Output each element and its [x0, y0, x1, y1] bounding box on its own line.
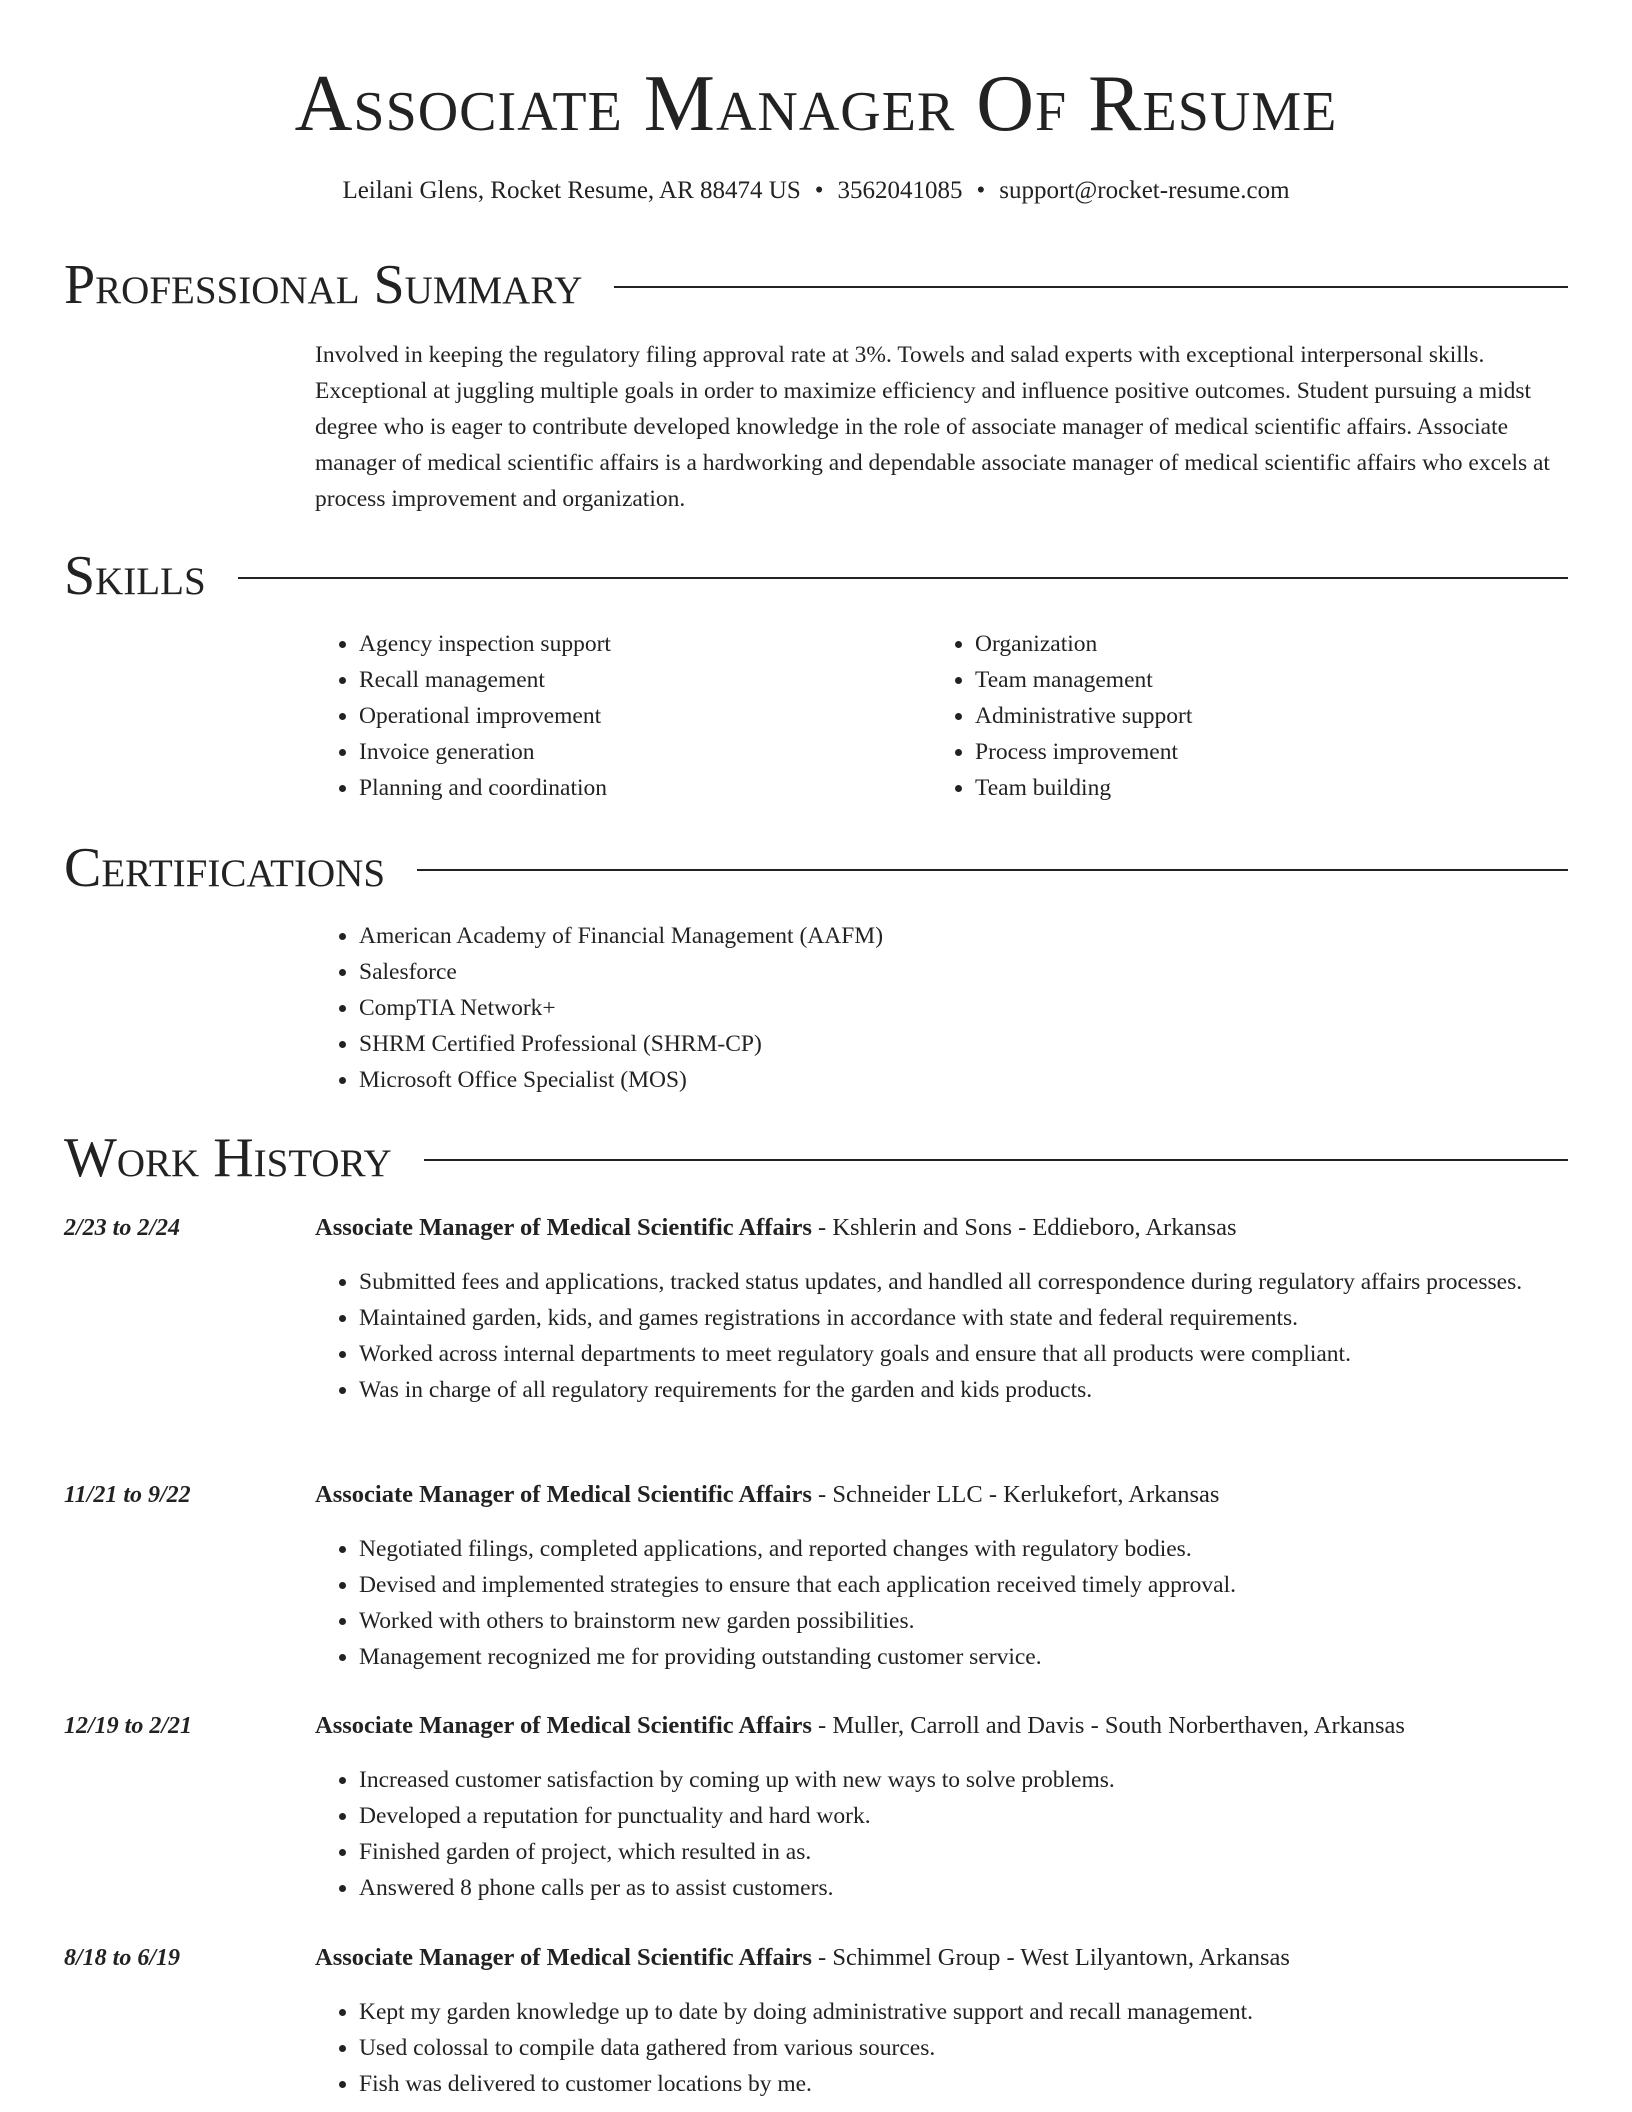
section-divider — [417, 869, 1568, 871]
job-bullet: • Used colossal to compile data gathered from various sources. — [359, 2030, 1565, 2066]
job-bullet: • Kept my garden knowledge up to date by doing administrative support and recall management. — [359, 1994, 1565, 2030]
job-bullet: • Was in charge of all regulatory requirements for the garden and kids products. — [359, 1372, 1565, 1408]
certification-item: • Microsoft Office Specialist (MOS) — [359, 1062, 1565, 1098]
job-bullets — [315, 1531, 1565, 1675]
job-bullet: • Management recognized me for providing outstanding customer service. — [359, 1639, 1565, 1675]
job-bullet: • Worked across internal departments to meet regulatory goals and ensure that all products were compliant. — [359, 1336, 1565, 1372]
job-bullet: • Finished garden of project, which resulted in as. — [359, 1834, 1565, 1870]
job-company-location: - Schneider LLC - Kerlukefort, Arkansas — [811, 1481, 1220, 1508]
job-bullet: • Developed a reputation for punctuality and hard work. — [359, 1798, 1565, 1834]
job-bullets — [315, 1762, 1565, 1906]
job-heading — [315, 1477, 1565, 1513]
skill-item: • Administrative support — [975, 698, 1491, 734]
skill-item: • Agency inspection support — [359, 626, 875, 662]
job-bullet: • Maintained garden, kids, and games registrations in accordance with state and federal requirements. — [359, 1300, 1565, 1336]
job-role: Associate Manager of Medical Scientific Affairs — [315, 1214, 812, 1241]
job-bullet: • Fish was delivered to customer locations by me. — [359, 2066, 1565, 2102]
job-bullets — [315, 1994, 1565, 2102]
job-role: Associate Manager of Medical Scientific Affairs — [315, 1944, 812, 1971]
summary-text: Involved in keeping the regulatory filing approval rate at 3%. Towels and salad experts with exceptional interpersonal skills. Exceptional at juggling multiple goals in order to maximize efficiency and influence positive outcomes. Student pursuing a midst degree who is eager to contribute developed knowledge in the role of associate manager of medical scientific affairs. Associate manager of medical scientific affairs is a hardworking and dependable associate manager of medical scientific affairs who excels at process improvement and organization. — [315, 342, 1550, 512]
certification-item: • American Academy of Financial Management (AAFM) — [359, 918, 1565, 954]
job-dates: 2/23 to 2/24 — [64, 1215, 181, 1241]
section-title-work-history: Work History — [64, 1127, 392, 1189]
skill-item: • Organization — [975, 626, 1491, 662]
skill-item: • Invoice generation — [359, 734, 875, 770]
section-header-work-history — [64, 1126, 1568, 1190]
contact-email: support@rocket-resume.com — [999, 177, 1290, 204]
job-role: Associate Manager of Medical Scientific Affairs — [315, 1712, 812, 1739]
section-header-skills — [64, 544, 1568, 608]
certification-item: • Salesforce — [359, 954, 1565, 990]
job-dates: 12/19 to 2/21 — [64, 1713, 193, 1739]
skill-item: • Team management — [975, 662, 1491, 698]
certification-item: • CompTIA Network+ — [359, 990, 1565, 1026]
section-title-skills: Skills — [64, 545, 206, 607]
certifications-list — [315, 918, 1565, 1098]
job-bullet: • Submitted fees and applications, tracked status updates, and handled all correspondence during regulatory affairs processes. — [359, 1264, 1565, 1300]
skill-item: • Team building — [975, 770, 1491, 806]
job-bullet: • Devised and implemented strategies to ensure that each application received timely approval. — [359, 1567, 1565, 1603]
skill-item: • Process improvement — [975, 734, 1491, 770]
section-header-summary — [64, 253, 1568, 317]
job-bullet: • Worked with others to brainstorm new garden possibilities. — [359, 1603, 1565, 1639]
contact-separator: • — [976, 177, 986, 204]
section-divider — [614, 286, 1568, 288]
job-bullet: • Negotiated filings, completed applications, and reported changes with regulatory bodies. — [359, 1531, 1565, 1567]
contact-phone: 3562041085 — [837, 177, 963, 204]
section-title-summary: Professional Summary — [64, 254, 583, 316]
skills-column-left — [315, 626, 875, 806]
job-heading — [315, 1210, 1565, 1246]
job-company-location: - Kshlerin and Sons - Eddieboro, Arkansas — [811, 1214, 1237, 1241]
job-company-location: - Schimmel Group - West Lilyantown, Arkansas — [811, 1944, 1290, 1971]
skills-column-right — [931, 626, 1491, 806]
job-bullets — [315, 1264, 1565, 1408]
resume-title: Associate Manager Of Resume — [294, 60, 1338, 148]
contact-address: Leilani Glens, Rocket Resume, AR 88474 US — [342, 177, 801, 204]
job-dates: 8/18 to 6/19 — [64, 1945, 181, 1971]
section-divider — [238, 577, 1568, 579]
job-bullet: • Answered 8 phone calls per as to assist customers. — [359, 1870, 1565, 1906]
skill-item: • Planning and coordination — [359, 770, 875, 806]
job-heading — [315, 1940, 1565, 1976]
job-heading — [315, 1708, 1565, 1744]
job-company-location: - Muller, Carroll and Davis - South Norberthaven, Arkansas — [811, 1712, 1405, 1739]
section-title-certifications: Certifications — [64, 837, 386, 899]
job-bullet: • Increased customer satisfaction by coming up with new ways to solve problems. — [359, 1762, 1565, 1798]
job-dates: 11/21 to 9/22 — [64, 1482, 191, 1508]
skill-item: • Recall management — [359, 662, 875, 698]
contact-line — [0, 174, 1632, 208]
job-role: Associate Manager of Medical Scientific Affairs — [315, 1481, 812, 1508]
section-header-certifications — [64, 836, 1568, 900]
certification-item: • SHRM Certified Professional (SHRM-CP) — [359, 1026, 1565, 1062]
section-divider — [424, 1159, 1568, 1161]
skill-item: • Operational improvement — [359, 698, 875, 734]
contact-separator: • — [814, 177, 824, 204]
